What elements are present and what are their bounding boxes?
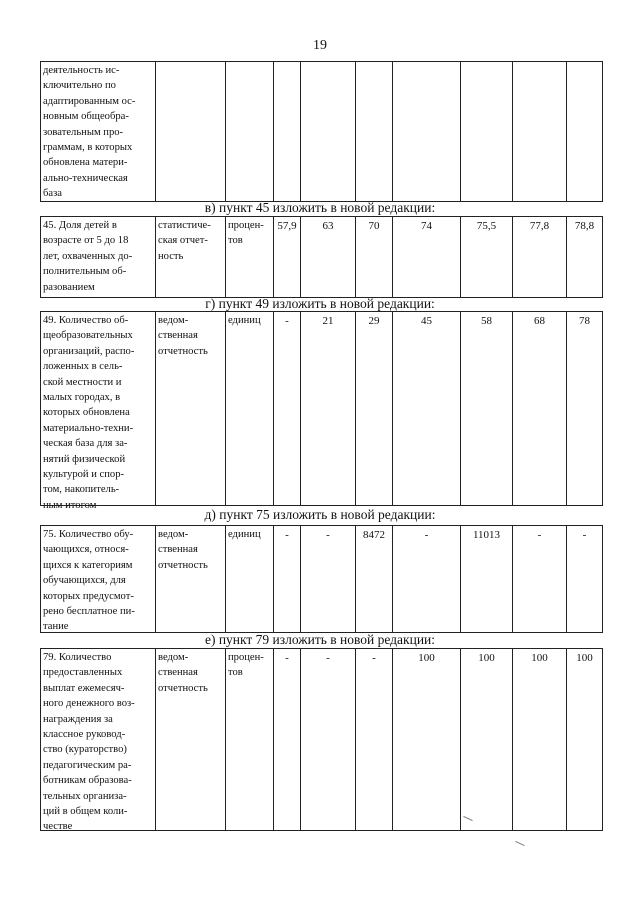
unit-cell: процен- тов — [226, 649, 274, 830]
unit-cell: единиц — [226, 526, 274, 632]
value-cell: 21 — [301, 312, 356, 505]
value-cell — [274, 62, 301, 201]
table-item-49 — [40, 311, 603, 511]
table-row — [41, 312, 602, 511]
table-item-75 — [40, 525, 603, 633]
value-cell: 63 — [301, 217, 356, 297]
value-cell — [461, 62, 513, 201]
value-cell — [356, 62, 393, 201]
indicator-description: деятельность ис- ключительно по адаптированным ос- новным общеобра- зовательным про- граммам, в которых обновлена матери- ально-техническая база — [41, 62, 156, 201]
unit-cell: процен- тов — [226, 217, 274, 297]
value-cell: - — [301, 649, 356, 830]
value-cell: - — [274, 526, 301, 632]
section-heading-v: в) пункт 45 изложить в новой редакции: — [204, 200, 436, 215]
indicator-description: 45. Доля детей в возрасте от 5 до 18 лет, охваченных до- полнительным об- разованием — [41, 217, 156, 297]
value-cell: - — [274, 312, 301, 505]
value-cell: 29 — [356, 312, 393, 505]
table-row — [41, 649, 602, 833]
value-cell: - — [274, 649, 301, 830]
unit-cell — [226, 62, 274, 201]
value-cell: 58 — [461, 312, 513, 505]
data-source-cell: ведом- ственная отчетность — [156, 312, 226, 505]
table-row — [41, 62, 602, 201]
section-heading-e: е) пункт 79 изложить в новой редакции: — [204, 632, 436, 647]
value-cell: 100 — [576, 652, 593, 664]
value-cell: 75,5 — [461, 217, 513, 297]
value-cell — [393, 62, 461, 201]
value-cell: 57,9 — [274, 217, 301, 297]
value-cell: 45 — [393, 312, 461, 505]
value-cell: 78,8 — [574, 220, 595, 232]
value-cell: 68 — [513, 312, 567, 505]
table-item-45 — [40, 216, 603, 298]
value-cell: 70 — [356, 217, 393, 297]
data-source-cell: ведом- ственная отчетность — [156, 649, 226, 830]
section-heading-d: д) пункт 75 изложить в новой редакции: — [204, 507, 436, 522]
value-cell — [567, 62, 602, 201]
value-cell: 8472 — [356, 526, 393, 632]
value-cell — [513, 62, 567, 201]
value-cell — [301, 62, 356, 201]
value-cell: 100 — [513, 649, 567, 830]
page-number: 19 — [313, 38, 327, 53]
table-row — [41, 217, 602, 297]
data-source-cell — [156, 62, 226, 201]
data-source-cell: ведом- ственная отчетность — [156, 526, 226, 632]
value-cell: - — [513, 526, 567, 632]
table-item-79 — [40, 648, 603, 831]
section-heading-g: г) пункт 49 изложить в новой редакции: — [205, 296, 435, 311]
scan-mark — [515, 841, 524, 846]
unit-cell: единиц — [226, 312, 274, 505]
value-cell: 100 — [461, 649, 513, 830]
value-cell: - — [582, 529, 587, 541]
indicator-description: 49. Количество об- щеобразовательных организаций, распо- ложенных в сель- ской местности и малых городах, в которых обновлена материально-техни- ческая база для за- нятий физической культурой и спор- том, накопитель- ным итогом — [41, 312, 156, 505]
value-cell: 100 — [393, 649, 461, 830]
indicator-description: 75. Количество обу- чающихся, относя- щихся к категориям обучающихся, для которых предусмот- рено бесплатное пи- тание — [41, 526, 156, 632]
value-cell: - — [301, 526, 356, 632]
value-cell: - — [356, 649, 393, 830]
table-row — [41, 526, 602, 632]
table-fragment-top — [40, 61, 603, 202]
value-cell: 11013 — [461, 526, 513, 632]
value-cell: - — [393, 526, 461, 632]
data-source-cell: статистиче- ская отчет- ность — [156, 217, 226, 297]
value-cell: 77,8 — [513, 217, 567, 297]
indicator-description: 79. Количество предоставленных выплат ежемесяч- ного денежного воз- награждения за классное руковод- ство (кураторство) педагогическим ра- ботникам образова- тельных организа- ций в общем коли- честве — [41, 649, 156, 830]
value-cell: 74 — [393, 217, 461, 297]
value-cell: 78 — [579, 315, 590, 327]
